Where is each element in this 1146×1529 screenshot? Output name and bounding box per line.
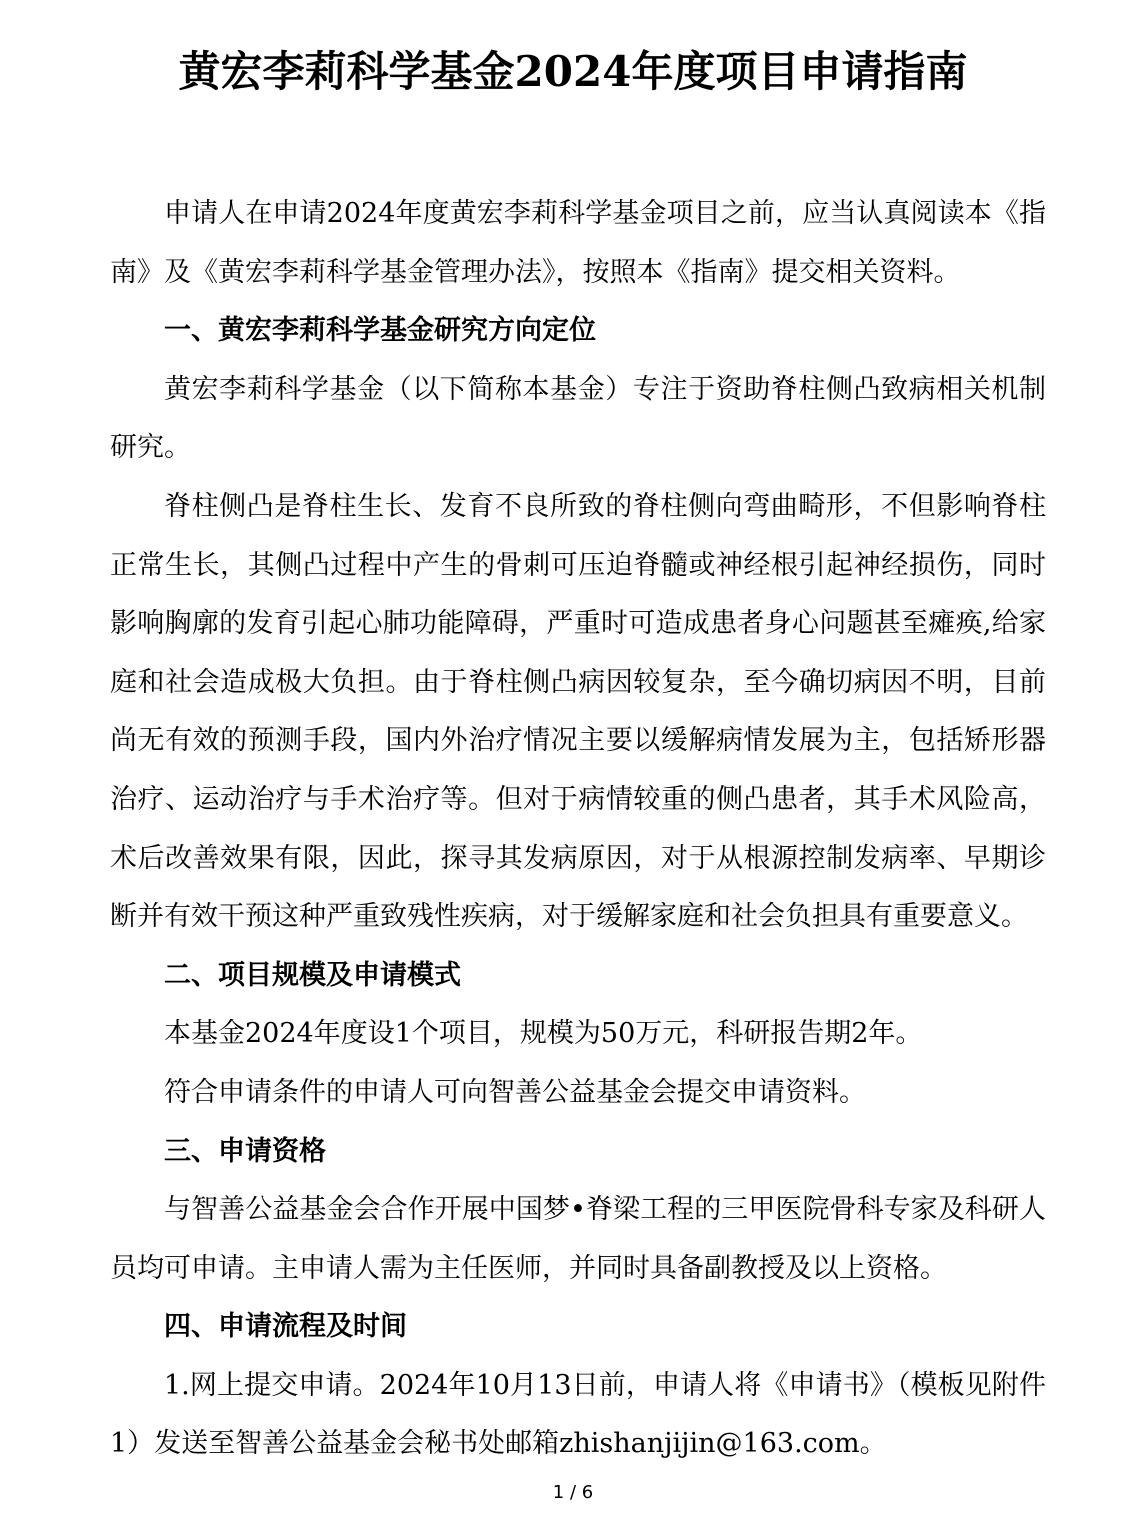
section-1-paragraph-1: 黄宏李莉科学基金（以下简称本基金）专注于资助脊柱侧凸致病相关机制研究。 <box>110 373 1046 464</box>
section-4-paragraph-1: 1.网上提交申请。2024年10月13日前，申请人将《申请书》（模板见附件1）发送至智善公益基金会秘书处邮箱zhishanjijin@163.com。 <box>110 1369 1046 1460</box>
intro-paragraph: 申请人在申请2024年度黄宏李莉科学基金项目之前，应当认真阅读本《指南》及《黄宏李莉科学基金管理办法》，按照本《指南》提交相关资料。 <box>110 198 1046 288</box>
section-1-heading: 一、黄宏李莉科学基金研究方向定位 <box>164 315 596 347</box>
document-body <box>110 185 1046 1474</box>
section-3-heading: 三、申请资格 <box>164 1135 326 1167</box>
page-number: 1 / 6 <box>552 1482 594 1503</box>
section-2-heading: 二、项目规模及申请模式 <box>164 959 461 991</box>
section-4-heading: 四、申请流程及时间 <box>164 1311 407 1343</box>
section-1-paragraph-2: 脊柱侧凸是脊柱生长、发育不良所致的脊柱侧向弯曲畸形，不但影响脊柱正常生长，其侧凸过程中产生的骨刺可压迫脊髓或神经根引起神经损伤，同时影响胸廓的发育引起心肺功能障碍，严重时可造成患者身心问题甚至瘫痪,给家庭和社会造成极大负担。由于脊柱侧凸病因较复杂，至今确切病因不明，目前尚无有效的预测手段，国内外治疗情况主要以缓解病情发展为主，包括矫形器治疗、运动治疗与手术治疗等。但对于病情较重的侧凸患者，其手术风险高，术后改善效果有限，因此，探寻其发病原因，对于从根源控制发病率、早期诊断并有效干预这种严重致残性疾病，对于缓解家庭和社会负担具有重要意义。 <box>110 490 1046 933</box>
section-2-paragraph-2: 符合申请条件的申请人可向智善公益基金会提交申请资料。 <box>164 1076 866 1108</box>
document-title: 黄宏李莉科学基金2024年度项目申请指南 <box>178 47 968 96</box>
section-2-paragraph-1: 本基金2024年度设1个项目，规模为50万元，科研报告期2年。 <box>164 1018 923 1050</box>
section-3-paragraph-1: 与智善公益基金会合作开展中国梦•脊梁工程的三甲医院骨科专家及科研人员均可申请。主申请人需为主任医师，并同时具备副教授及以上资格。 <box>110 1194 1046 1284</box>
